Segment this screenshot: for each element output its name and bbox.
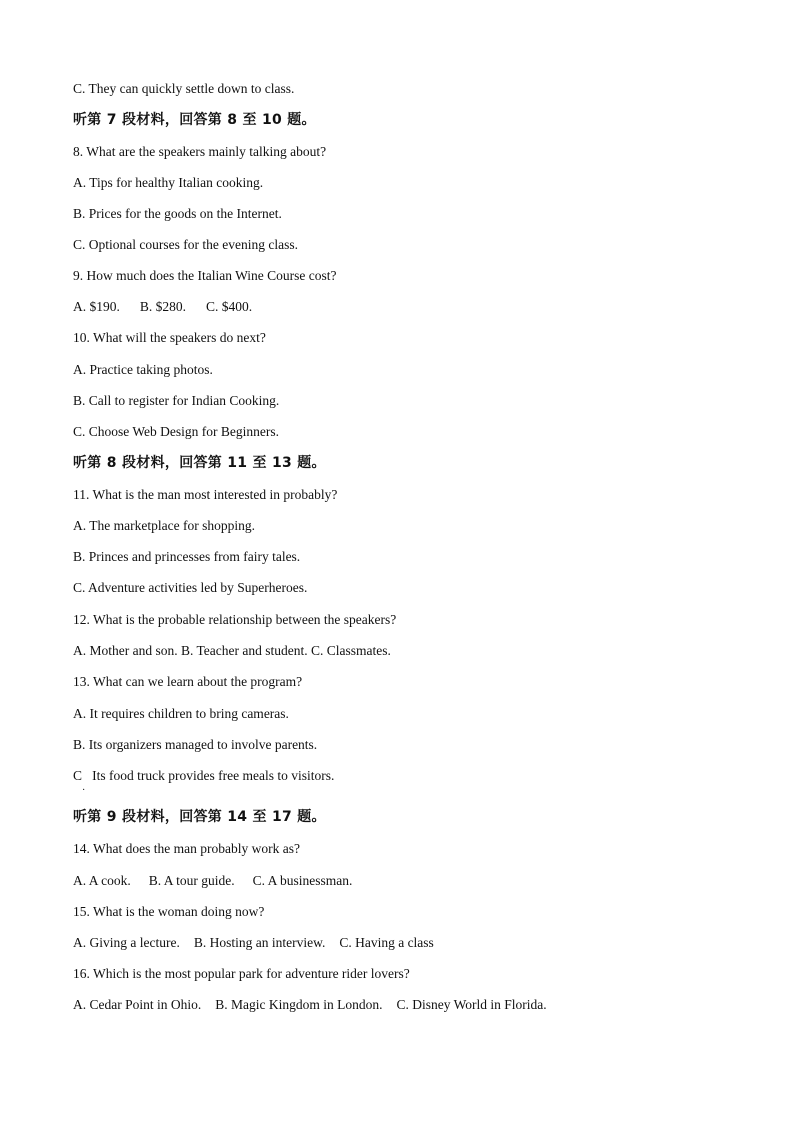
options-12: A. Mother and son. B. Teacher and student. C. Classmates.	[73, 643, 391, 658]
option-11c: C. Adventure activities led by Superheroes.	[73, 580, 308, 595]
option-13c: C Its food truck provides free meals to visitors.	[73, 768, 335, 783]
section-heading-7: 听第 7 段材料，回答第 8 至 10 题。	[73, 112, 316, 128]
question-13: 13. What can we learn about the program?	[73, 674, 303, 689]
option-8a: A. Tips for healthy Italian cooking.	[73, 175, 264, 190]
option-14a: A. A cook.	[73, 873, 131, 888]
question-9: 9. How much does the Italian Wine Course cost?	[73, 268, 337, 283]
option-13a: A. It requires children to bring cameras.	[73, 706, 289, 721]
option-16c: C. Disney World in Florida.	[396, 997, 547, 1012]
question-14: 14. What does the man probably work as?	[73, 841, 300, 856]
question-15: 15. What is the woman doing now?	[73, 904, 265, 919]
option-16a: A. Cedar Point in Ohio.	[73, 997, 202, 1012]
option-11a: A. The marketplace for shopping.	[73, 518, 255, 533]
option-14c: C. A businessman.	[252, 873, 353, 888]
option-7c: C. They can quickly settle down to class.	[73, 81, 295, 96]
stray-mark: ·	[82, 785, 86, 796]
option-9b: B. $280.	[139, 299, 187, 314]
option-15a: A. Giving a lecture.	[73, 935, 180, 950]
options-14	[73, 873, 352, 889]
option-8c: C. Optional courses for the evening class.	[73, 237, 298, 252]
option-16b: B. Magic Kingdom in London.	[215, 997, 383, 1012]
options-16	[73, 997, 547, 1013]
option-15c: C. Having a class	[339, 935, 434, 950]
option-10b: B. Call to register for Indian Cooking.	[73, 393, 280, 408]
option-8b: B. Prices for the goods on the Internet.	[73, 206, 282, 221]
question-8: 8. What are the speakers mainly talking about?	[73, 144, 327, 159]
section-heading-9: 听第 9 段材料，回答第 14 至 17 题。	[73, 809, 326, 825]
question-16: 16. Which is the most popular park for adventure rider lovers?	[73, 966, 410, 981]
option-11b: B. Princes and princesses from fairy tales.	[73, 549, 301, 564]
options-9	[73, 299, 252, 315]
section-heading-8: 听第 8 段材料，回答第 11 至 13 题。	[73, 455, 326, 471]
question-11: 11. What is the man most interested in probably?	[73, 487, 338, 502]
option-13b: B. Its organizers managed to involve parents.	[73, 737, 318, 752]
option-10c: C. Choose Web Design for Beginners.	[73, 424, 280, 439]
option-9a: A. $190.	[73, 299, 120, 314]
option-9c: C. $400.	[206, 299, 253, 314]
option-15b: B. Hosting an interview.	[193, 935, 326, 950]
options-15	[73, 935, 434, 951]
option-10a: A. Practice taking photos.	[73, 362, 213, 377]
question-12: 12. What is the probable relationship between the speakers?	[73, 612, 397, 627]
question-10: 10. What will the speakers do next?	[73, 330, 266, 345]
option-14b: B. A tour guide.	[148, 873, 235, 888]
